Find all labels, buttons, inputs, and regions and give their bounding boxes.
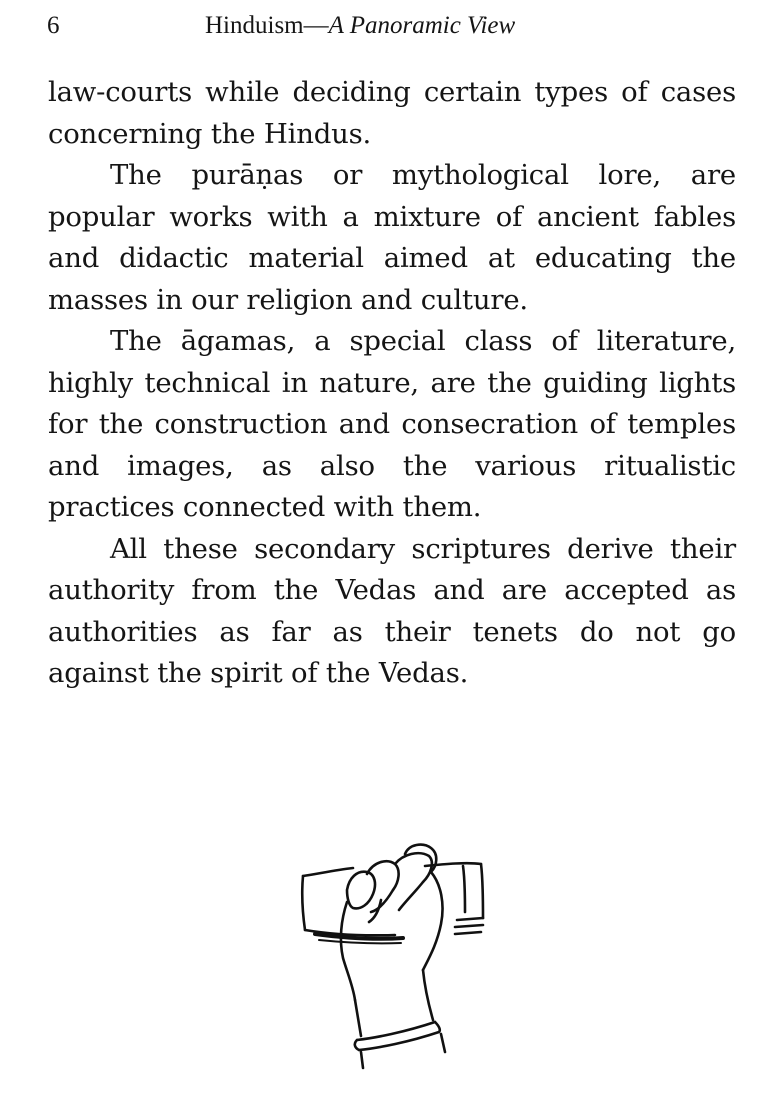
- running-title-subtitle: A Panoramic View: [328, 12, 516, 39]
- page-number: 6: [47, 12, 60, 39]
- paragraph-secondary-scriptures: All these secondary scriptures derive their authority from the Vedas and are accepted as authorities as far as their tenets do not go against the spirit of the Vedas.: [48, 532, 736, 689]
- running-title: [205, 8, 515, 44]
- running-head: [47, 8, 735, 44]
- running-title-main: Hinduism—: [205, 12, 329, 39]
- paragraph-puranas: The purāṇas or mythological lore, are popular works with a mixture of ancient fables and didactic material aimed at educating the masses in our religion and culture.: [48, 159, 736, 316]
- paragraph-agamas: The āgamas, a special class of literature, highly technical in nature, are the guiding lights for the construction and consecration of temples and images, as also the various ritualistic practices connected with them.: [48, 325, 736, 523]
- hand-holding-book-icon: [295, 840, 495, 1070]
- paragraph-continued: law-courts while deciding certain types of cases concerning the Hindus.: [48, 76, 736, 150]
- body-text: [48, 72, 736, 695]
